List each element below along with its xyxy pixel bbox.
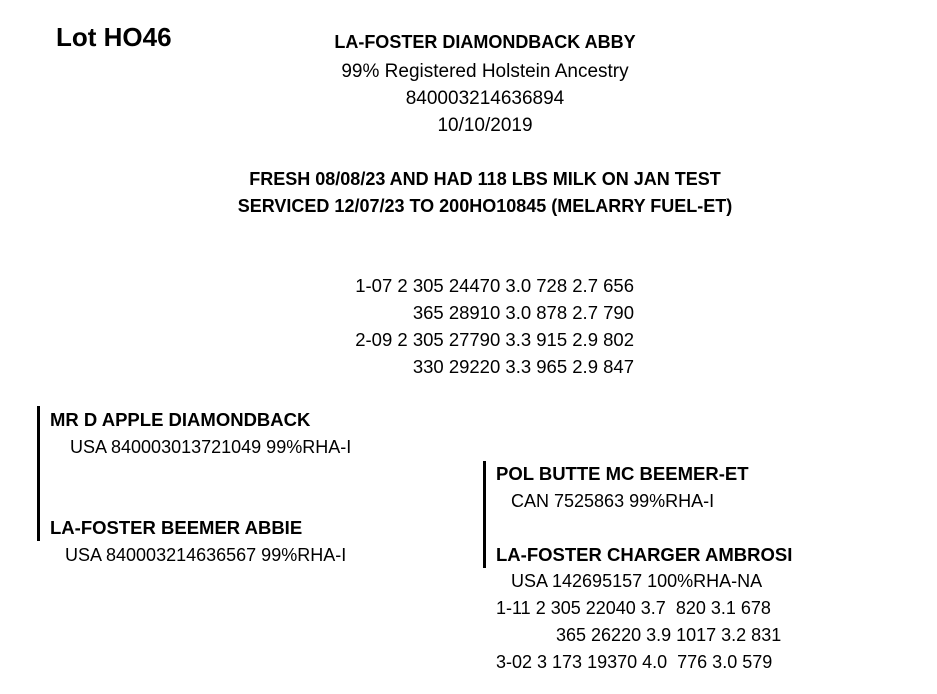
dam-dam-registration: USA 142695157 100%RHA-NA <box>511 571 763 591</box>
lot-label: Lot HO46 <box>56 22 172 52</box>
dam-sire-name: POL BUTTE MC BEEMER-ET <box>496 463 749 484</box>
animal-birth-date: 10/10/2019 <box>437 115 533 136</box>
record-line: 2-09 2 305 27790 3.3 915 2.9 802 <box>355 329 634 350</box>
dam-dam-record-line: 1-11 2 305 22040 3.7 820 3.1 678 <box>496 598 771 618</box>
sire-registration: USA 840003013721049 99%RHA-I <box>70 437 352 457</box>
dam-registration: USA 840003214636567 99%RHA-I <box>65 545 347 565</box>
animal-name: LA-FOSTER DIAMONDBACK ABBY <box>334 32 636 52</box>
record-line: 365 28910 3.0 878 2.7 790 <box>412 302 634 323</box>
dam-dam-name: LA-FOSTER CHARGER AMBROSI <box>496 544 793 565</box>
dam-dam-record-line: 3-02 3 173 19370 4.0 776 3.0 579 <box>496 652 773 672</box>
animal-ancestry: 99% Registered Holstein Ancestry <box>341 61 629 82</box>
dam-name: LA-FOSTER BEEMER ABBIE <box>50 517 303 538</box>
note-serviced: SERVICED 12/07/23 TO 200HO10845 (MELARRY FUEL-ET) <box>237 196 733 216</box>
sire-name: MR D APPLE DIAMONDBACK <box>50 409 311 430</box>
dam-sire-registration: CAN 7525863 99%RHA-I <box>511 491 715 511</box>
animal-id: 840003214636894 <box>405 88 565 109</box>
pedigree-bracket-right <box>483 461 486 568</box>
note-fresh: FRESH 08/08/23 AND HAD 118 LBS MILK ON JAN TEST <box>249 169 721 189</box>
dam-dam-record-line: 365 26220 3.9 1017 3.2 831 <box>556 625 782 645</box>
record-line: 330 29220 3.3 965 2.9 847 <box>412 356 634 377</box>
record-line: 1-07 2 305 24470 3.0 728 2.7 656 <box>355 275 634 296</box>
pedigree-bracket-left <box>37 406 40 541</box>
